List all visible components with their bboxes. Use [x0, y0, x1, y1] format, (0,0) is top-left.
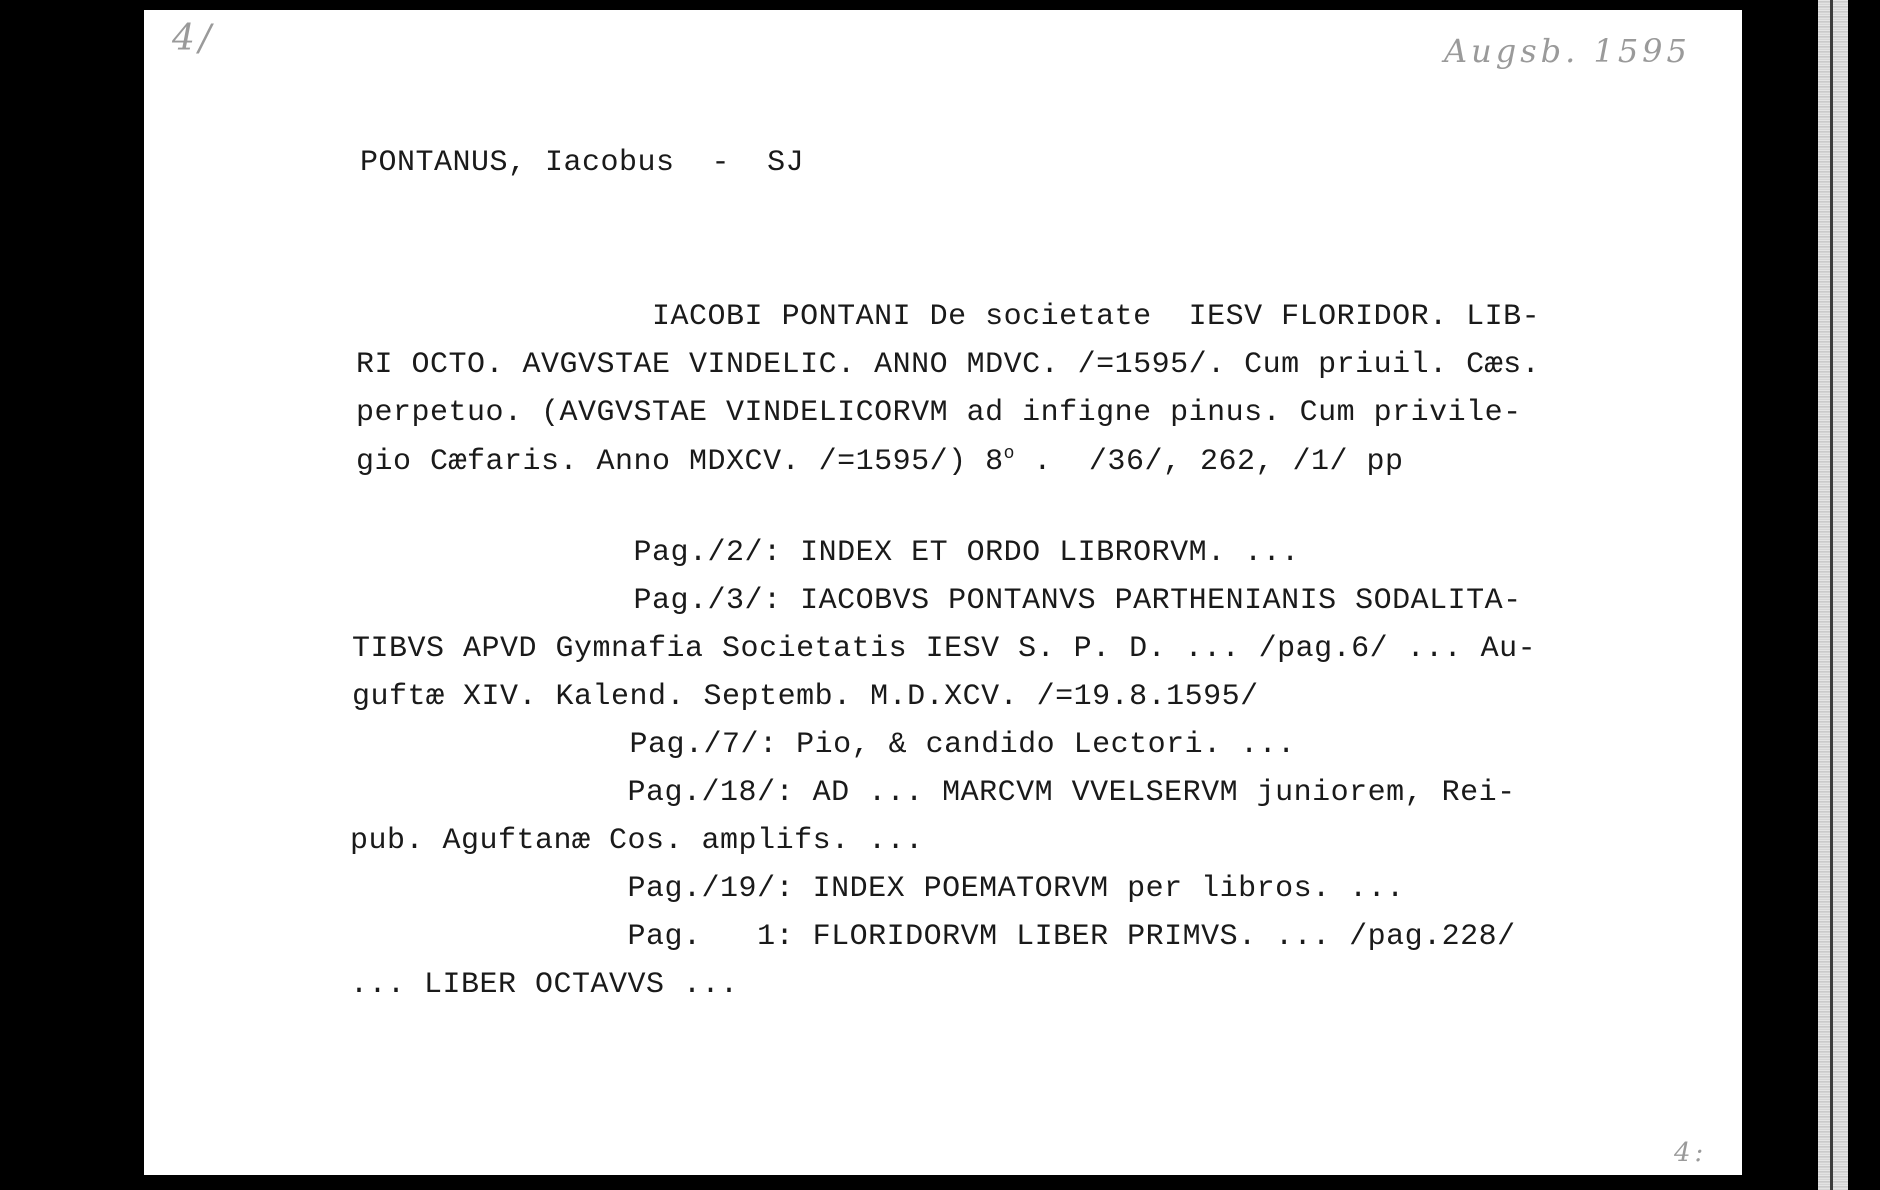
format-superscript: o — [1003, 444, 1015, 464]
scanner-edge-line — [1830, 0, 1833, 1190]
title-line-pagination: . /36/, 262, /1/ pp — [1014, 445, 1404, 479]
title-line — [356, 444, 1403, 479]
handwritten-place-date: Augsb. 1595 — [1444, 32, 1691, 70]
scanner-edge-strip — [1818, 0, 1848, 1190]
contents-line: Pag. 1: FLORIDORVM LIBER PRIMVS. ... /pag.228/ — [350, 920, 1516, 954]
contents-line: Pag./18/: AD ... MARCVM VVELSERVM juniorem, Rei- — [350, 776, 1516, 810]
contents-line: ... LIBER OCTAVVS ... — [350, 968, 739, 1002]
contents-line: TIBVS APVD Gymnafia Societatis IESV S. P. D. ... /pag.6/ ... Au- — [352, 632, 1537, 666]
handwritten-corner-mark: 4/ — [172, 18, 216, 59]
card-heading: PONTANUS, Iacobus - SJ — [360, 146, 805, 180]
title-line: IACOBI PONTANI De societate IESV FLORIDOR. LIB- — [356, 300, 1541, 334]
title-line-text: gio Cæfaris. Anno MDXCV. /=1595/) 8 — [356, 445, 1004, 479]
title-line: RI OCTO. AVGVSTAE VINDELIC. ANNO MDVC. /=1595/. Cum priuil. Cæs. — [356, 348, 1541, 382]
handwritten-bottom-mark: 4: — [1674, 1138, 1708, 1168]
contents-line: pub. Aguftanæ Cos. amplifs. ... — [350, 824, 924, 858]
contents-line: Pag./19/: INDEX POEMATORVM per libros. ... — [350, 872, 1405, 906]
catalog-card — [144, 10, 1742, 1175]
contents-line: guftæ XIV. Kalend. Septemb. M.D.XCV. /=19.8.1595/ — [352, 680, 1259, 714]
contents-line: Pag./7/: Pio, & candido Lectori. ... — [352, 728, 1296, 762]
contents-line: Pag./2/: INDEX ET ORDO LIBRORVM. ... — [356, 536, 1300, 570]
contents-line: Pag./3/: IACOBVS PONTANVS PARTHENIANIS SODALITA- — [356, 584, 1522, 618]
title-line: perpetuo. (AVGVSTAE VINDELICORVM ad infigne pinus. Cum privile- — [356, 396, 1522, 430]
